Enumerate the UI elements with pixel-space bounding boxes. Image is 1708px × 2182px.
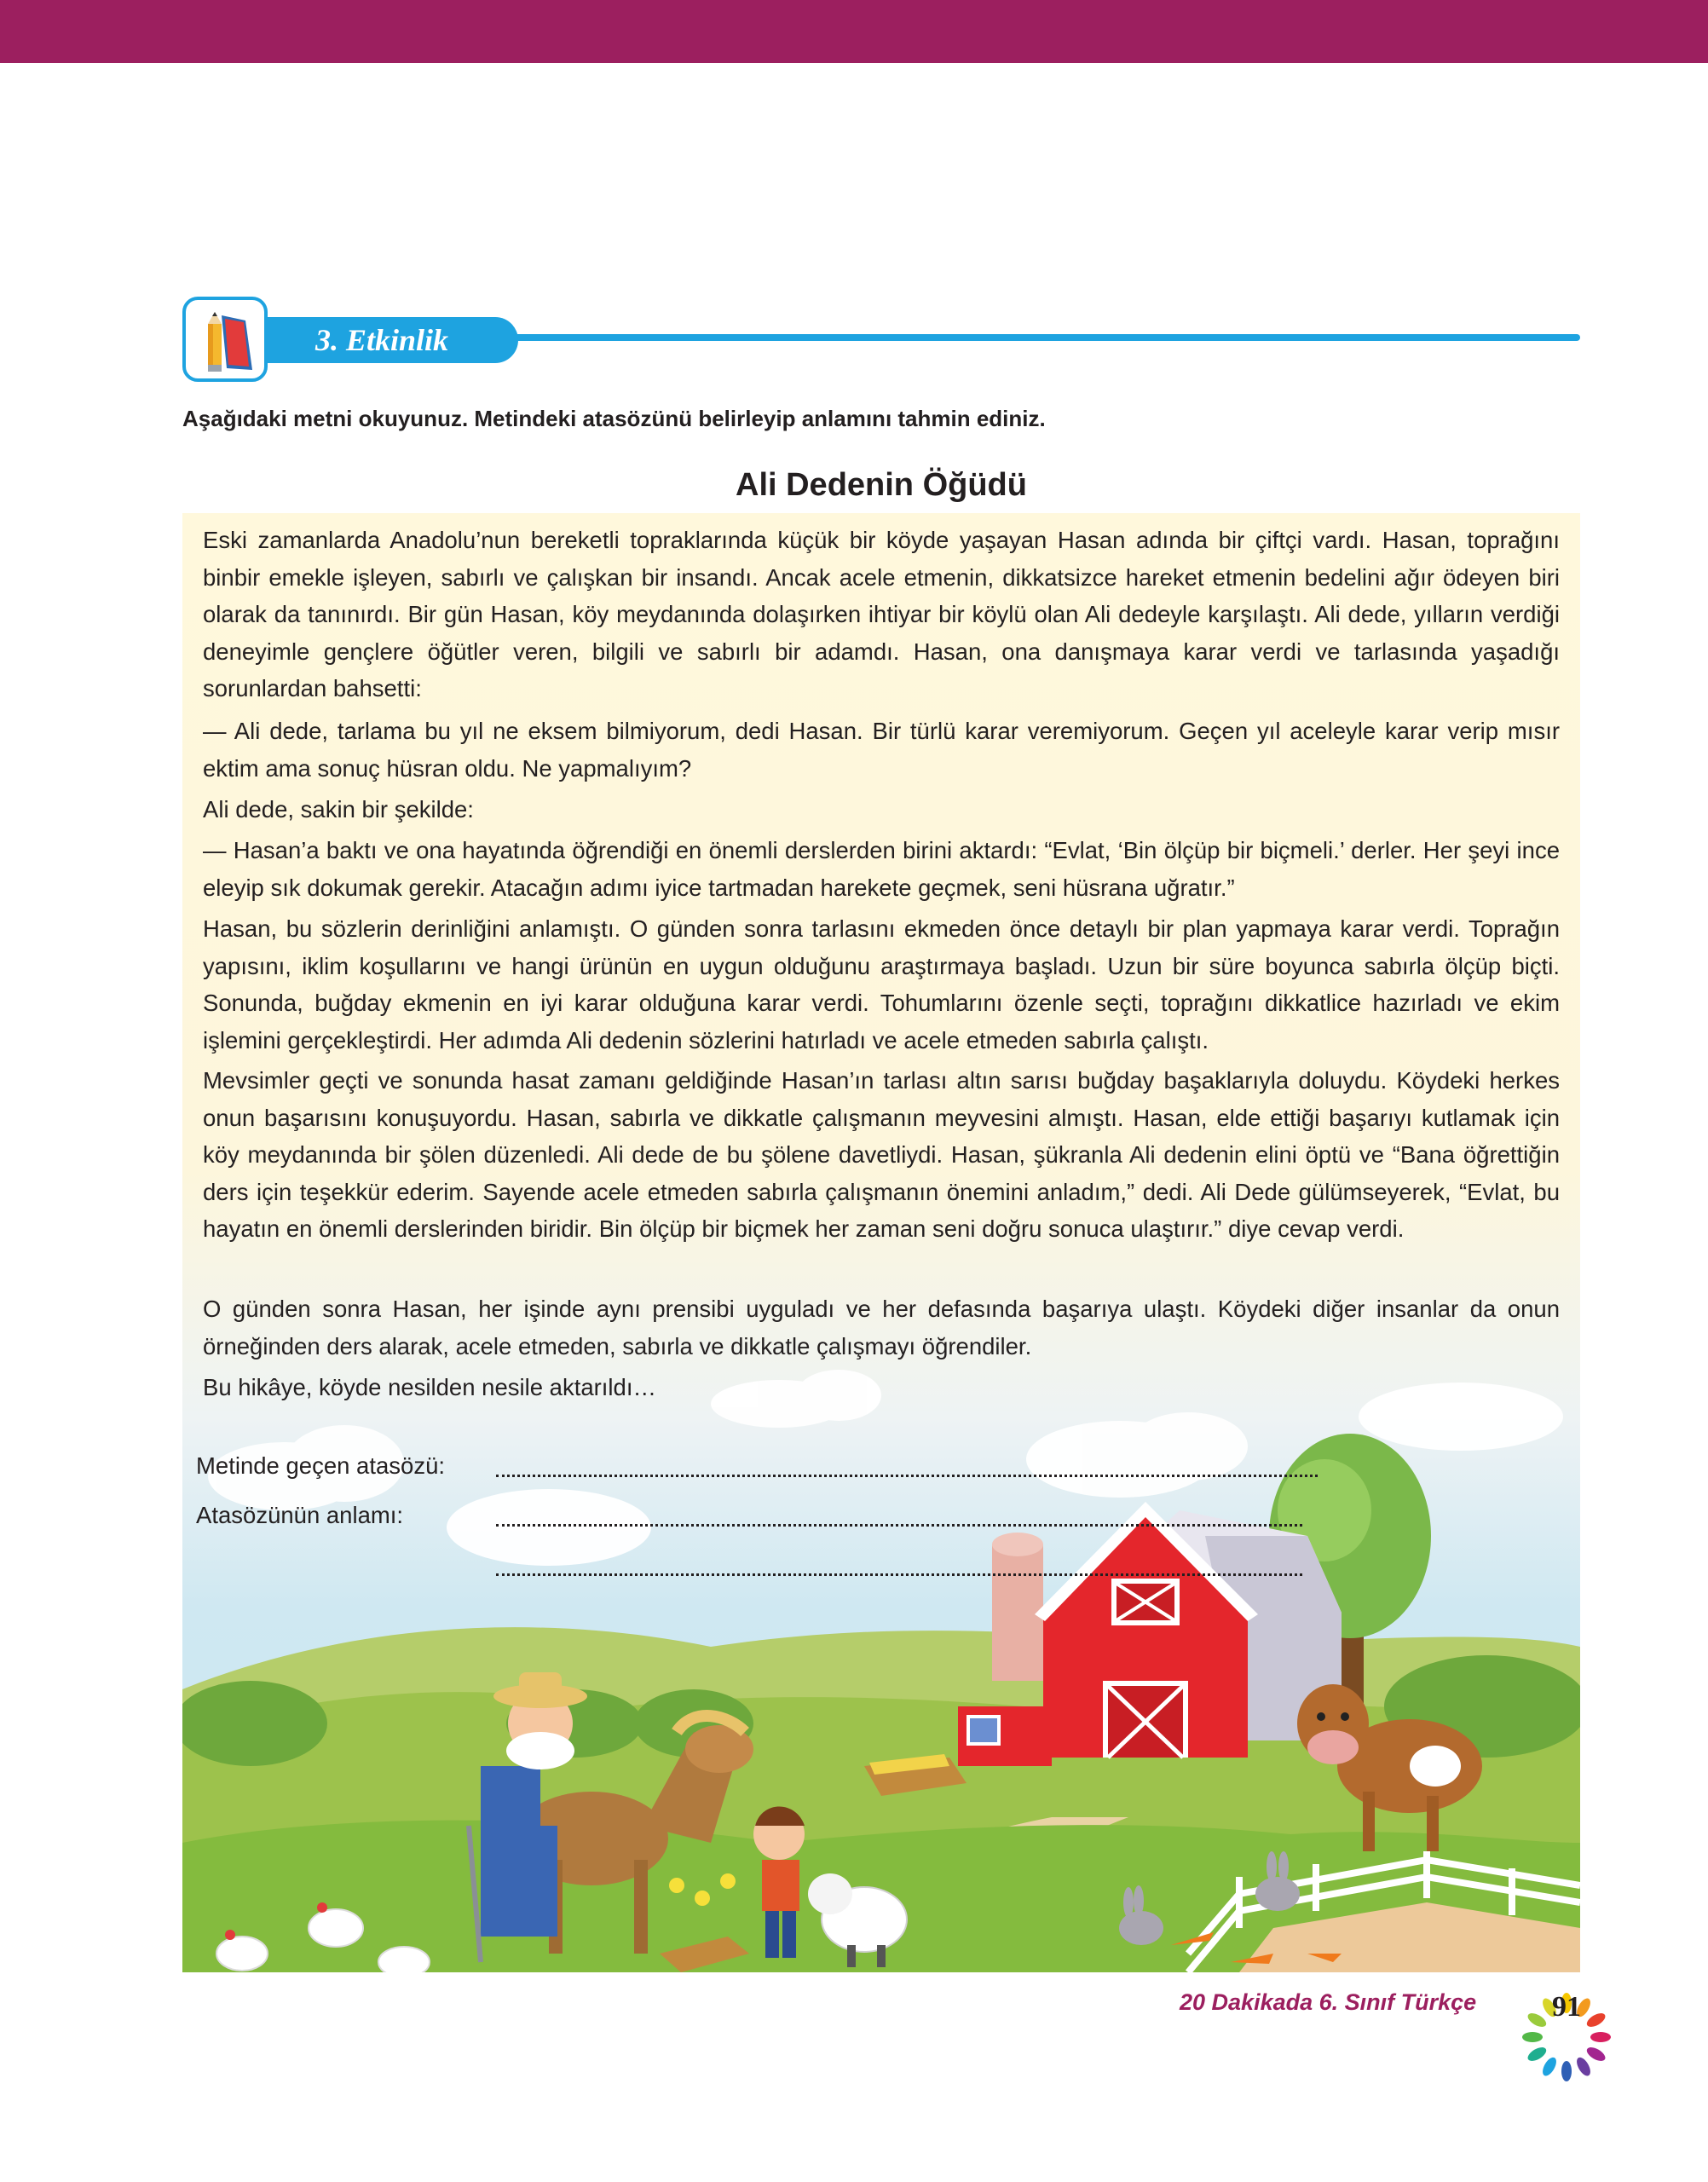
story-paragraph: — Hasan’a baktı ve ona hayatında öğrendiği en önemli derslerden birini aktardı: “Evlat, ‘Bin ölçüp bir biçmeli.’ derler. Her şeyi ince eleyip sık dokumak gerekir. Atacağın adımı iyice tartmadan harekete geçmek, seni hüsrana uğratır.” — [203, 837, 1560, 901]
story-paragraph: O günden sonra Hasan, her işinde aynı prensibi uyguladı ve her defasında başarıya ulaştı. Köydeki diğer insanlar da onun örneğinden ders alarak, acele etmeden, sabırla ve dikkatle çalışmayı öğrendiler. — [203, 1296, 1560, 1359]
story-paragraph: Hasan, bu sözlerin derinliğini anlamıştı. O günden sonra tarlasını ekmeden önce detaylı bir plan yapmaya karar verdi. Toprağın yapısını, iklim koşullarını ve hangi ürünün en uygun olduğunu araştırmaya başladı. Uzun bir süre boyunca sabırla ölçüp biçti. Sonunda, buğday ekmenin en iyi karar olduğuna karar verdi. Tohumlarını özenle seçti, toprağını dikkatlice hazırladı ve ekim işlemini gerçekleştirdi. Her adımda Ali dedenin sözlerini hatırladı ve acele etmeden sabırla çalıştı. — [203, 915, 1560, 1053]
activity-icon-box — [182, 297, 268, 382]
page-number: 91 — [1552, 1991, 1581, 2023]
silo-icon — [992, 1533, 1043, 1681]
book-title: 20 Dakikada 6. Sınıf Türkçe — [1180, 1989, 1477, 2015]
story-paragraph: Bu hikâye, köyde nesilden nesile aktarıldı… — [203, 1374, 656, 1400]
top-color-band — [0, 0, 1708, 63]
activity-title: 3. Etkinlik — [315, 323, 449, 357]
story-panel — [182, 513, 1580, 1972]
story-title: Ali Dedenin Öğüdü — [736, 467, 1027, 503]
activity-instruction: Aşağıdaki metni okuyunuz. Metindeki atasözünü belirleyip anlamını tahmin ediniz. — [182, 406, 1046, 431]
pencil-book-icon — [196, 309, 261, 377]
story-paragraph: Mevsimler geçti ve sonunda hasat zamanı geldiğinde Hasan’ın tarlası altın sarısı buğday başaklarıyla doluydu. Köydeki herkes onun başarısını konuşuyordu. Hasan, sabırla ve dikkatle çalışmanın meyvesini almıştı. Hasan, elde ettiği başarıyı kutlamak için köy meydanında bir şölen düzenledi. Ali dede de bu şölene davetliydi. Hasan, şükranla Ali dedenin elini öptü ve “Bana öğrettiğin ders için teşekkür ederim. Sayende acele etmeden sabırla çalışmanın önemini anladım,” dedi. Ali Dede gülümseyerek, “Evlat, bu hayatın en önemli derslerinden biridir. Bin ölçüp bir biçmek her zaman seni doğru sonuca ulaştırır.” diye cevap verdi. — [203, 1067, 1560, 1242]
proverb-label: Metinde geçen atasözü: — [196, 1452, 445, 1479]
activity-header-rule — [511, 334, 1580, 341]
story-paragraph: Ali dede, sakin bir şekilde: — [203, 796, 474, 823]
proverb-answer-line[interactable] — [496, 1475, 1318, 1477]
meaning-answer-line-2[interactable] — [496, 1573, 1302, 1576]
meaning-label: Atasözünün anlamı: — [196, 1502, 404, 1528]
story-paragraph: — Ali dede, tarlama bu yıl ne eksem bilmiyorum, dedi Hasan. Bir türlü karar veremiyorum. Geçen yıl aceleyle karar verip mısır ektim ama sonuç hüsran oldu. Ne yapmalıyım? — [203, 718, 1560, 782]
story-paragraph: Eski zamanlarda Anadolu’nun bereketli topraklarında küçük bir köyde yaşayan Hasan adında bir çiftçi vardı. Hasan, toprağını binbir emekle işleyen, sabırlı ve çalışkan bir insandı. Ancak acele etmenin, dikkatsizce hareket etmenin bedelini ağır ödeyen biri olarak da tanınırdı. Bir gün Hasan, köy meydanında dolaşırken ihtiyar bir köylü olan Ali dedeyle karşılaştı. Ali dede, yılların verdiği deneyimle gençlere öğütler veren, bilgili ve sabırlı bir adamdı. Hasan, ona danışmaya karar verdi ve tarlasında yaşadığı sorunlardan bahsetti: — [203, 527, 1560, 701]
meaning-answer-line-1[interactable] — [496, 1524, 1302, 1527]
